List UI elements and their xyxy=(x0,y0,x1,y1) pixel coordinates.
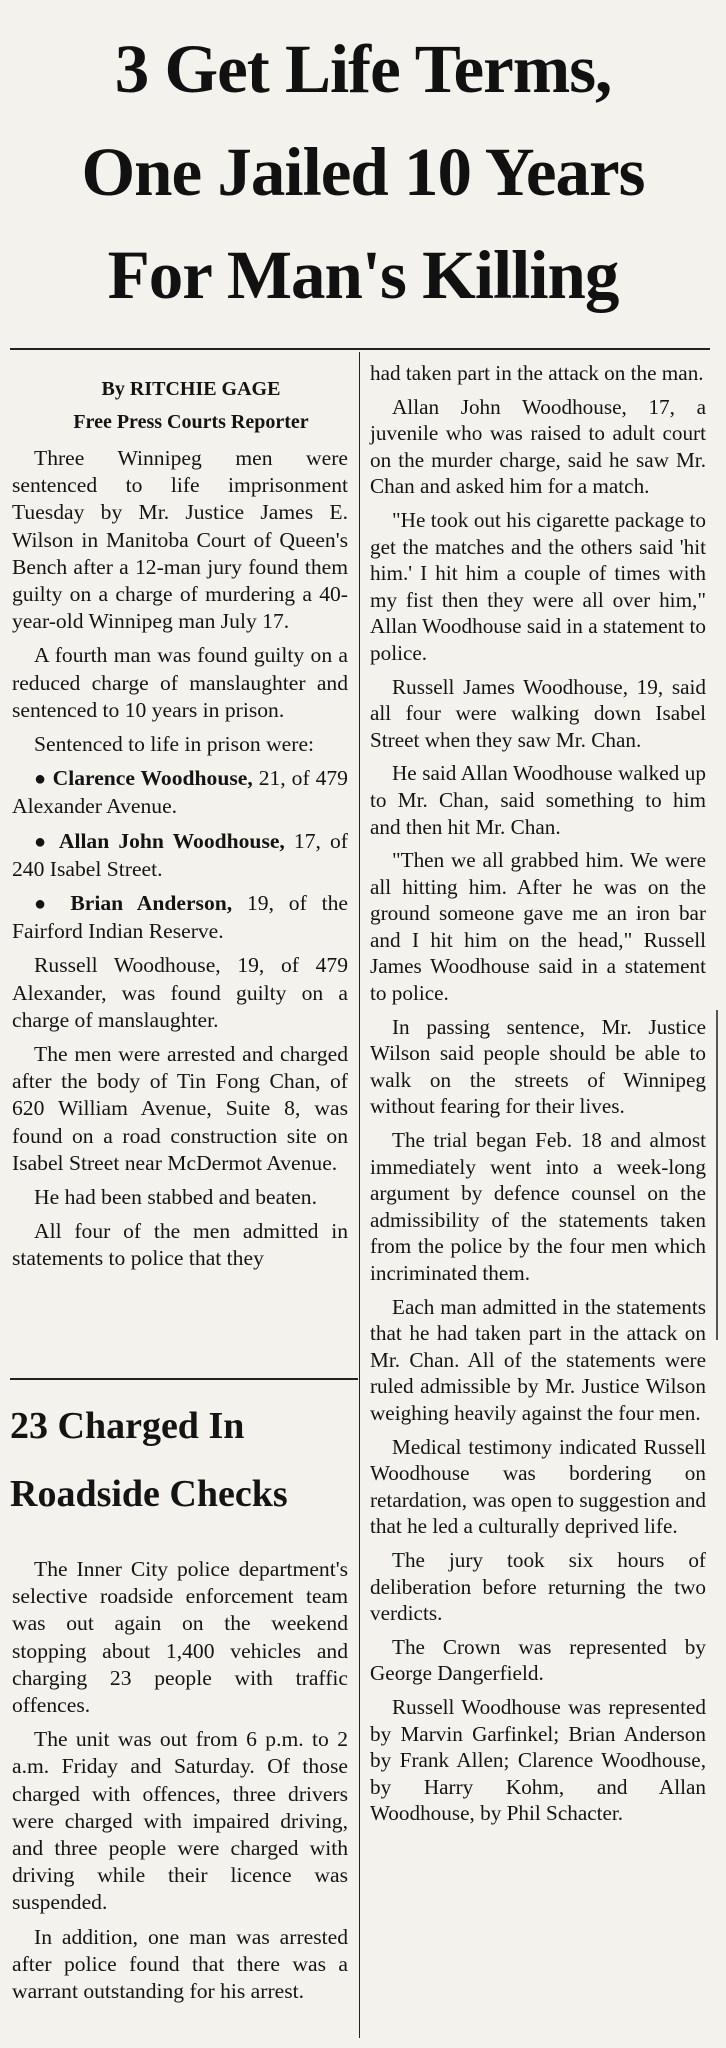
paragraph: The unit was out from 6 p.m. to 2 a.m. Friday and Saturday. Of those charged with offences, three drivers were charged with impaired driving, and three people were charged with driving while their licence was suspended. xyxy=(12,1727,348,1915)
paragraph: Russell Woodhouse, 19, of 479 Alexander, was found guilty on a charge of manslaughter. xyxy=(12,953,348,1032)
sentenced-item xyxy=(12,828,348,883)
byline-title: Free Press Courts Reporter xyxy=(73,411,309,433)
sentenced-item xyxy=(12,765,348,820)
paragraph: A fourth man was found guilty on a reduced charge of manslaughter and sentenced to 10 years in prison. xyxy=(12,643,348,722)
headline-line: 3 Get Life Terms, xyxy=(114,31,612,107)
headline-rule xyxy=(10,348,710,350)
sentenced-detail: 21, of 479 Alexander Avenue. xyxy=(12,766,348,819)
second-headline-line: Roadside Checks xyxy=(10,1473,288,1515)
paragraph: "He took out his cigarette package to get the matches and the others said 'hit him.' I hit him a couple of times with my fist then they were all over him," Allan Woodhouse said in a statement to police. xyxy=(370,507,706,665)
paragraph: had taken part in the attack on the man. xyxy=(370,361,704,385)
second-headline xyxy=(10,1464,350,1524)
paragraph: Three Winnipeg men were sentenced to life imprisonment Tuesday by Mr. Justice James E. Wilson in Manitoba Court of Queen's Bench after a 12-man jury found them guilty on a charge of murdering a 40-year-old Winnipeg man July 17. xyxy=(12,446,348,634)
left-column xyxy=(12,376,348,1273)
second-headline xyxy=(10,1396,350,1456)
paragraph: The Inner City police department's selective roadside enforcement team was out again on the weekend stopping about 1,400 vehicles and charging 23 people with traffic offences. xyxy=(12,1557,348,1718)
paragraph: The Crown was represented by George Dangerfield. xyxy=(370,1634,706,1686)
sentenced-name: Allan John Woodhouse, xyxy=(58,828,285,853)
paragraph: Sentenced to life in prison were: xyxy=(34,732,315,757)
paragraph: The men were arrested and charged after the body of Tin Fong Chan, of 620 William Avenue, Suite 8, was found on a road construction site on Isabel Street near McDermot Avenue. xyxy=(12,1042,348,1175)
story-divider xyxy=(10,1378,358,1380)
bullet-icon: ● xyxy=(34,830,50,853)
bullet-icon: ● xyxy=(34,768,47,791)
paragraph: Allan John Woodhouse, 17, a juvenile who was raised to adult court on the murder charge, said he saw Mr. Chan and asked him for a match. xyxy=(370,394,706,499)
paragraph: "Then we all grabbed him. We were all hitting him. After he was on the ground someone gave me an iron bar and I hit him on the head," Russell James Woodhouse said in a statement to police. xyxy=(370,848,706,1006)
article-headline xyxy=(10,18,716,327)
paragraph: Each man admitted in the statements that he had taken part in the attack on Mr. Chan. All of the statements were ruled admissible by Mr. Justice Wilson weighing heavily against the four men. xyxy=(370,1294,706,1425)
paragraph: All four of the men admitted in statements to police that they xyxy=(12,1219,348,1271)
right-column xyxy=(370,360,706,1827)
sentenced-detail: 17, of 240 Isabel Street. xyxy=(12,828,348,881)
byline: By RITCHIE GAGE xyxy=(101,378,281,400)
sentenced-item xyxy=(12,890,348,945)
paragraph: The trial began Feb. 18 and almost immediately went into a week-long argument by defence counsel on the admissibility of the statements taken from the police by the four men which incriminated them. xyxy=(370,1128,706,1285)
paragraph: The jury took six hours of deliberation before returning the two verdicts. xyxy=(370,1547,706,1626)
clipping-edge xyxy=(716,1010,718,1340)
paragraph: In addition, one man was arrested after police found that there was a warrant outstanding for his arrest. xyxy=(12,1924,348,2004)
paragraph: Russell Woodhouse was represented by Marvin Garfinkel; Brian Anderson by Frank Allen; Clarence Woodhouse, by Harry Kohm, and Allan Woodhouse, by Phil Schacter. xyxy=(370,1694,706,1826)
sentenced-name: Brian Anderson, xyxy=(70,891,233,916)
paragraph: In passing sentence, Mr. Justice Wilson said people should be able to walk on the streets of Winnipeg without fearing for their lives. xyxy=(370,1014,706,1119)
headline-line: One Jailed 10 Years xyxy=(81,134,645,210)
headline-line: For Man's Killing xyxy=(107,237,619,313)
bullet-icon: ● xyxy=(34,893,56,916)
sentenced-name: Clarence Woodhouse, xyxy=(52,766,253,791)
paragraph: He had been stabbed and beaten. xyxy=(34,1185,317,1210)
sentenced-detail: 19, of the Fairford Indian Reserve. xyxy=(12,891,349,944)
paragraph: Medical testimony indicated Russell Woodhouse was bordering on retardation, was open to suggestion and that he led a culturally deprived life. xyxy=(370,1434,706,1539)
column-rule xyxy=(359,352,360,2038)
paragraph: Russell James Woodhouse, 19, said all four were walking down Isabel Street when they saw Mr. Chan. xyxy=(370,674,706,752)
second-story-body xyxy=(12,1556,348,2005)
second-headline-line: 23 Charged In xyxy=(10,1405,245,1447)
paragraph: He said Allan Woodhouse walked up to Mr. Chan, said something to him and then hit Mr. Chan. xyxy=(370,761,706,839)
